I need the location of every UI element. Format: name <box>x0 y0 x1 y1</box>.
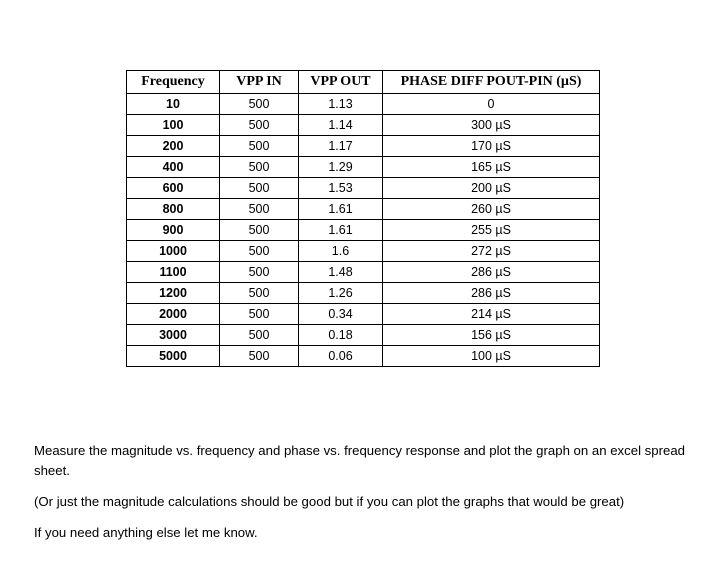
cell-phase-diff: 0 <box>383 94 600 115</box>
cell-phase-diff: 272 µS <box>383 241 600 262</box>
table-row <box>127 199 600 220</box>
cell-vpp-in: 500 <box>220 199 299 220</box>
cell-vpp-in: 500 <box>220 283 299 304</box>
table-header-row <box>127 71 600 94</box>
table-row <box>127 304 600 325</box>
cell-frequency: 400 <box>127 157 220 178</box>
table-row <box>127 283 600 304</box>
measurement-table <box>126 70 600 367</box>
table-row <box>127 136 600 157</box>
cell-frequency: 5000 <box>127 346 220 367</box>
cell-phase-diff: 100 µS <box>383 346 600 367</box>
cell-vpp-out: 0.18 <box>299 325 383 346</box>
cell-vpp-out: 1.29 <box>299 157 383 178</box>
cell-frequency: 1000 <box>127 241 220 262</box>
header-vpp-in: VPP IN <box>220 71 299 94</box>
cell-vpp-out: 1.6 <box>299 241 383 262</box>
cell-phase-diff: 214 µS <box>383 304 600 325</box>
cell-vpp-in: 500 <box>220 136 299 157</box>
header-phase-diff: PHASE DIFF POUT-PIN (µS) <box>383 71 600 94</box>
cell-phase-diff: 286 µS <box>383 283 600 304</box>
cell-frequency: 10 <box>127 94 220 115</box>
cell-frequency: 800 <box>127 199 220 220</box>
cell-vpp-out: 1.13 <box>299 94 383 115</box>
cell-frequency: 2000 <box>127 304 220 325</box>
cell-vpp-out: 0.06 <box>299 346 383 367</box>
cell-phase-diff: 255 µS <box>383 220 600 241</box>
cell-frequency: 3000 <box>127 325 220 346</box>
cell-vpp-out: 1.48 <box>299 262 383 283</box>
instruction-paragraph-3: If you need anything else let me know. <box>34 525 258 540</box>
cell-phase-diff: 260 µS <box>383 199 600 220</box>
cell-vpp-out: 1.17 <box>299 136 383 157</box>
cell-vpp-in: 500 <box>220 304 299 325</box>
cell-vpp-out: 1.53 <box>299 178 383 199</box>
table-body <box>127 94 600 367</box>
table-row <box>127 325 600 346</box>
cell-vpp-out: 1.61 <box>299 199 383 220</box>
table-row <box>127 157 600 178</box>
table-row <box>127 115 600 136</box>
header-frequency: Frequency <box>127 71 220 94</box>
cell-vpp-in: 500 <box>220 115 299 136</box>
cell-vpp-out: 1.26 <box>299 283 383 304</box>
cell-phase-diff: 300 µS <box>383 115 600 136</box>
cell-phase-diff: 286 µS <box>383 262 600 283</box>
table-row <box>127 346 600 367</box>
cell-vpp-in: 500 <box>220 262 299 283</box>
cell-vpp-in: 500 <box>220 325 299 346</box>
cell-frequency: 100 <box>127 115 220 136</box>
cell-vpp-in: 500 <box>220 178 299 199</box>
cell-vpp-in: 500 <box>220 157 299 178</box>
cell-phase-diff: 156 µS <box>383 325 600 346</box>
cell-phase-diff: 170 µS <box>383 136 600 157</box>
cell-vpp-in: 500 <box>220 94 299 115</box>
cell-phase-diff: 200 µS <box>383 178 600 199</box>
instruction-paragraph-1: Measure the magnitude vs. frequency and phase vs. frequency response and plot the graph on an excel spread sheet. <box>34 443 685 478</box>
table-row <box>127 178 600 199</box>
table-row <box>127 94 600 115</box>
table-row <box>127 241 600 262</box>
cell-phase-diff: 165 µS <box>383 157 600 178</box>
cell-frequency: 1200 <box>127 283 220 304</box>
cell-frequency: 900 <box>127 220 220 241</box>
cell-vpp-in: 500 <box>220 220 299 241</box>
table-row <box>127 220 600 241</box>
cell-vpp-out: 1.14 <box>299 115 383 136</box>
cell-vpp-out: 0.34 <box>299 304 383 325</box>
cell-vpp-in: 500 <box>220 346 299 367</box>
header-vpp-out: VPP OUT <box>299 71 383 94</box>
instructions-text <box>34 441 694 554</box>
table-row <box>127 262 600 283</box>
cell-frequency: 1100 <box>127 262 220 283</box>
cell-frequency: 200 <box>127 136 220 157</box>
cell-vpp-in: 500 <box>220 241 299 262</box>
cell-vpp-out: 1.61 <box>299 220 383 241</box>
instruction-paragraph-2: (Or just the magnitude calculations should be good but if you can plot the graphs that would be great) <box>34 494 625 509</box>
cell-frequency: 600 <box>127 178 220 199</box>
